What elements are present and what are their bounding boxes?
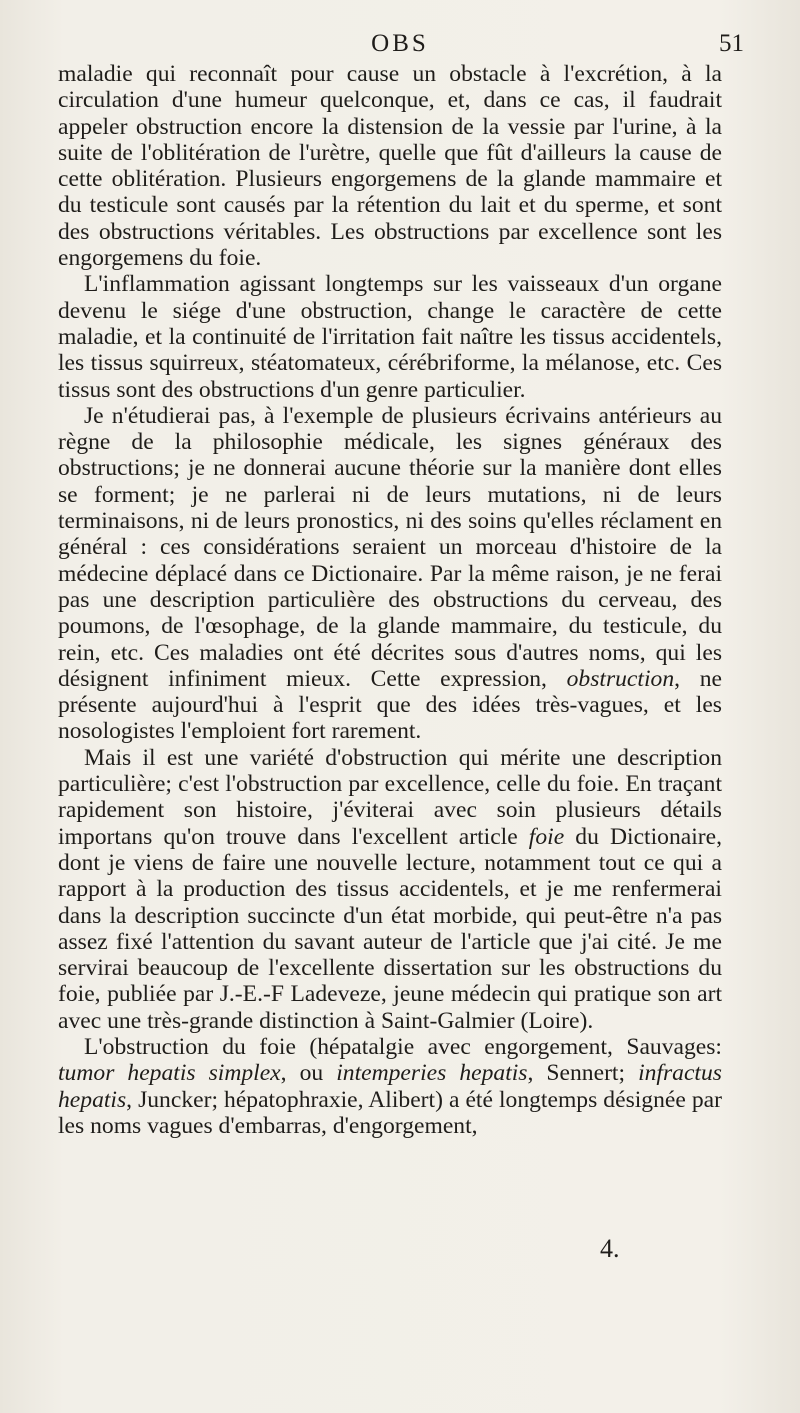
text-run: , Juncker; hépatophraxie, Alibert) a été longtemps désignée par les noms vagues d'embarras, d'engorgement, — [58, 1086, 722, 1139]
text-run: , ou — [280, 1060, 337, 1087]
paragraph — [58, 1034, 722, 1139]
paragraph — [58, 271, 722, 402]
page-header — [0, 30, 800, 64]
text-run: Je n'étudierai pas, à l'exemple de plusieurs écrivains antérieurs au règne de la philosophie médicale, les signes généraux des obstructions; je ne donnerai aucune théorie sur la manière dont elles se forment; je ne parlerai ni de leurs mutations, ni de leurs terminaisons, ni de leurs pronostics, ni des soins qu'elles réclament en général : ces considérations seraient un morceau d'histoire de la médecine déplacé dans ce Dictionaire. Par la même raison, je ne ferai pas une description particulière des obstructions du cerveau, des poumons, de l'œsophage, de la glande mammaire, du testicule, du rein, etc. Ces maladies ont été décrites sous d'autres noms, qui les désignent infiniment mieux. Cette expression, — [58, 402, 722, 692]
text-run: maladie qui reconnaît pour cause un obstacle à l'excrétion, à la circulation d'une humeur quelconque, et, dans ce cas, il faudrait appeler obstruction encore la distension de la vessie par l'urine, à la suite de l'oblitération de l'urètre, quelle que fût d'ailleurs la cause de cette oblitération. Plusieurs engorgemens de la glande mammaire et du testicule sont causés par la rétention du lait et du sperme, et sont des obstructions véritables. Les obstructions par excellence sont les engorgemens du foie. — [58, 61, 722, 272]
body-text — [58, 61, 722, 1139]
paragraph — [58, 403, 722, 745]
text-run: , ne présente aujourd'hui à l'esprit que des idées très-vagues, et les nosologistes l'emploient fort rarement. — [58, 665, 722, 745]
paragraph — [58, 745, 722, 1034]
running-head: OBS — [371, 30, 429, 57]
text-run: L'inflammation agissant longtemps sur les vaisseaux d'un organe devenu le siége d'une obstruction, change le caractère de cette maladie, et la continuité de l'irritation fait naître les tissus accidentels, les tissus squirreux, stéatomateux, cérébriforme, la mélanose, etc. Ces tissus sont des obstructions d'un genre particulier. — [58, 271, 722, 403]
italic-text: intemperies hepatis — [336, 1060, 528, 1087]
paragraph — [58, 61, 722, 271]
text-run: du Dictionaire, dont je viens de faire une nouvelle lecture, notamment tout ce qui a rapport à la production des tissus accidentels, et je me renfermerai dans la description succincte d'un état morbide, qui peut-être n'a pas assez fixé l'attention du savant auteur de l'article que j'ai cité. Je me servirai beaucoup de l'excellente dissertation sur les obstructions du foie, publiée par J.-E.-F Ladeveze, jeune médecin qui pratique son art avec une très-grande distinction à Saint-Galmier (Loire). — [58, 823, 722, 1034]
text-run: , Sennert; — [527, 1060, 639, 1087]
text-run: L'obstruction du foie (hépatalgie avec engorgement, Sauvages: — [84, 1033, 722, 1060]
page-number: 51 — [719, 30, 744, 57]
italic-text: obstruction — [566, 665, 675, 692]
text-run: Mais il est une variété d'obstruction qui mérite une description particulière; c'est l'obstruction par excellence, celle du foie. En traçant rapidement son histoire, j'éviterai avec soin plusieurs détails importans qu'on trouve dans l'excellent article — [58, 744, 722, 850]
italic-text: tumor hepatis simplex — [58, 1060, 281, 1087]
italic-text: foie — [528, 823, 565, 850]
signature-mark: 4. — [600, 1234, 620, 1263]
italic-text: infractus hepatis — [58, 1060, 722, 1113]
